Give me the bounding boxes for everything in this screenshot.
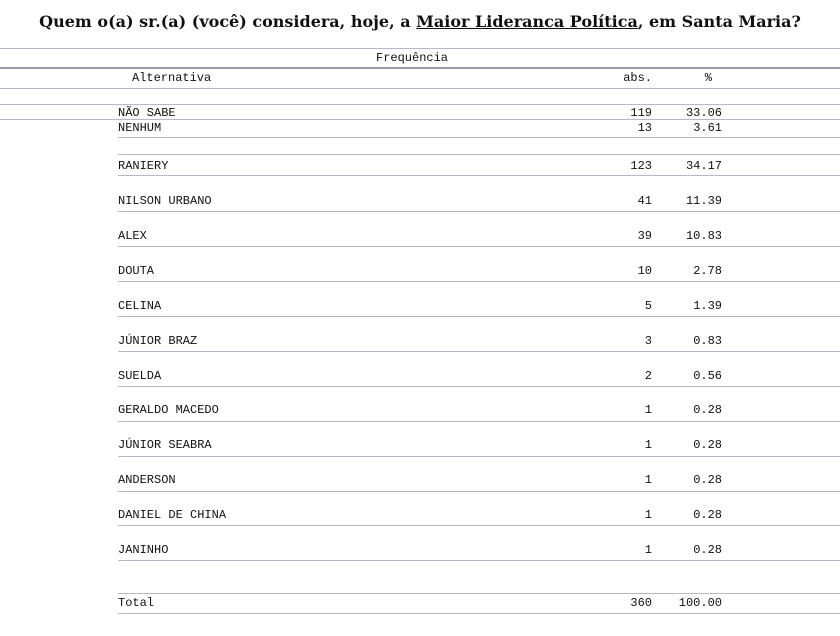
row-abs: 1	[644, 438, 652, 452]
page-title	[0, 12, 840, 31]
row-pct: 0.83	[693, 334, 722, 348]
column-header-abs: abs.	[623, 71, 652, 85]
row-label: DANIEL DE CHINA	[118, 508, 227, 522]
divider	[118, 137, 840, 138]
divider	[118, 560, 840, 561]
divider	[118, 525, 840, 526]
row-pct: 10.83	[685, 229, 722, 243]
row-abs: 1	[644, 473, 652, 487]
row-pct: 11.39	[685, 194, 722, 208]
divider	[118, 351, 840, 352]
row-abs: 39	[637, 229, 652, 243]
row-label: RANIERY	[118, 159, 169, 173]
row-abs: 41	[637, 194, 652, 208]
divider	[118, 211, 840, 212]
total-abs: 360	[630, 596, 652, 610]
divider	[0, 88, 840, 89]
row-label: JÚNIOR SEABRA	[118, 438, 212, 452]
row-abs: 123	[630, 159, 652, 173]
row-pct: 34.17	[685, 159, 722, 173]
row-label: NÃO SABE	[118, 106, 176, 120]
divider	[118, 246, 840, 247]
row-abs: 2	[644, 369, 652, 383]
row-abs: 3	[644, 334, 652, 348]
row-abs: 1	[644, 543, 652, 557]
row-pct: 0.28	[693, 543, 722, 557]
row-pct: 33.06	[685, 106, 722, 120]
row-pct: 0.28	[693, 473, 722, 487]
divider	[118, 593, 840, 594]
row-pct: 2.78	[693, 264, 722, 278]
total-label: Total	[118, 596, 155, 610]
title-emphasis: Maior Lideranca Política	[416, 12, 638, 31]
title-prefix: Quem o(a) sr.(a) (você) considera, hoje, a	[39, 12, 417, 31]
row-abs: 10	[637, 264, 652, 278]
row-pct: 0.28	[693, 508, 722, 522]
row-label: CELINA	[118, 299, 162, 313]
row-abs: 119	[630, 106, 652, 120]
row-label: ANDERSON	[118, 473, 176, 487]
row-pct: 0.28	[693, 403, 722, 417]
row-pct: 1.39	[693, 299, 722, 313]
column-header-alternativa: Alternativa	[132, 71, 212, 85]
divider	[118, 316, 840, 317]
row-label: JÚNIOR BRAZ	[118, 334, 198, 348]
row-label: DOUTA	[118, 264, 155, 278]
row-abs: 13	[637, 121, 652, 135]
divider	[118, 281, 840, 282]
divider	[118, 175, 840, 176]
row-pct: 0.28	[693, 438, 722, 452]
divider	[118, 154, 840, 155]
divider	[118, 613, 840, 614]
divider	[118, 456, 840, 457]
row-abs: 5	[644, 299, 652, 313]
group-header-frequencia: Frequência	[376, 51, 449, 65]
row-label: GERALDO MACEDO	[118, 403, 219, 417]
row-abs: 1	[644, 508, 652, 522]
column-header-pct: %	[704, 71, 712, 85]
row-pct: 3.61	[693, 121, 722, 135]
row-label: ALEX	[118, 229, 147, 243]
row-label: SUELDA	[118, 369, 162, 383]
row-label: NENHUM	[118, 121, 162, 135]
divider	[0, 67, 840, 69]
divider	[118, 491, 840, 492]
row-label: JANINHO	[118, 543, 169, 557]
divider	[0, 104, 840, 105]
divider	[0, 48, 840, 49]
total-pct: 100.00	[678, 596, 722, 610]
row-pct: 0.56	[693, 369, 722, 383]
row-label: NILSON URBANO	[118, 194, 212, 208]
divider	[118, 386, 840, 387]
title-suffix: , em Santa Maria?	[637, 12, 801, 31]
row-abs: 1	[644, 403, 652, 417]
divider	[118, 421, 840, 422]
